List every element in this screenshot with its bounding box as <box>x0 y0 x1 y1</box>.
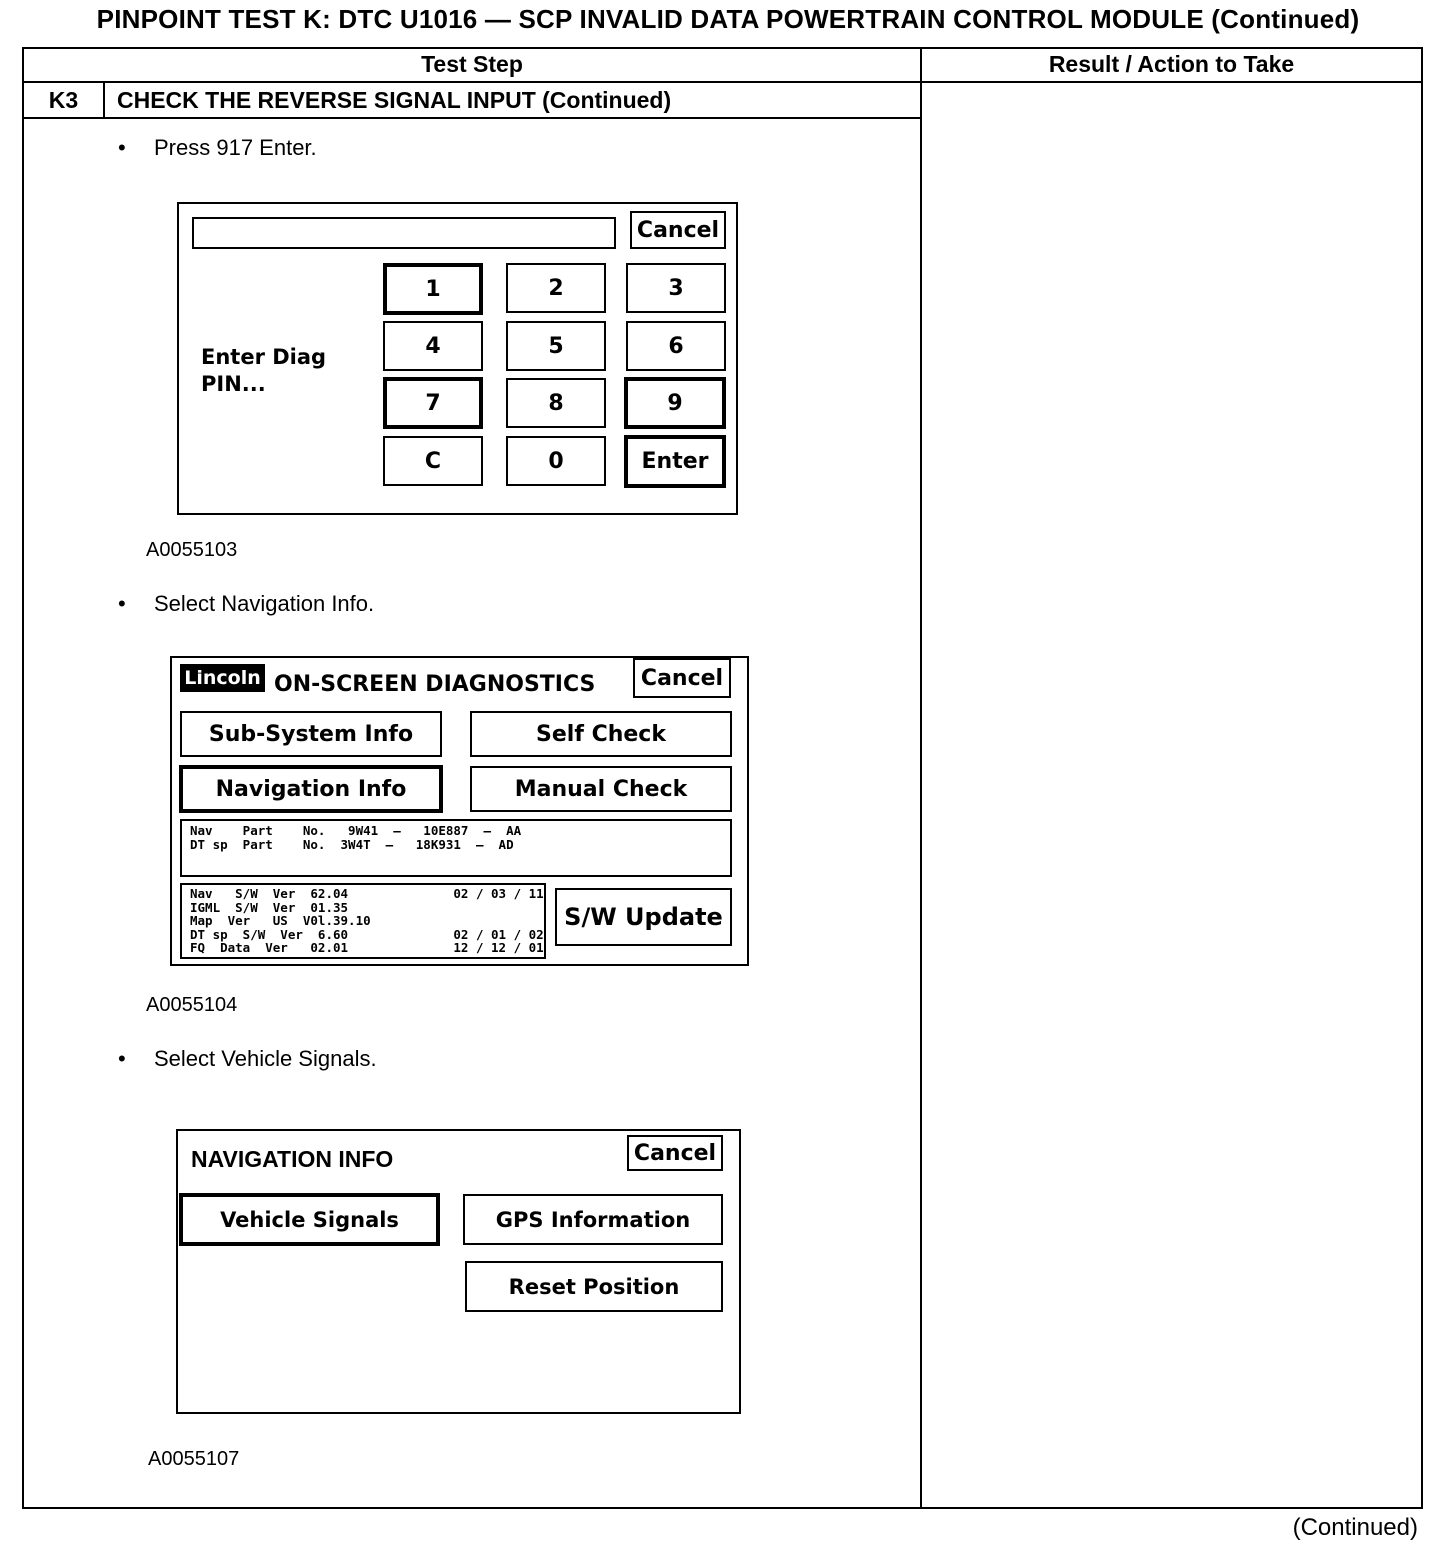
header-result-action: Result / Action to Take <box>1048 51 1295 77</box>
pin-prompt-line1: Enter Diag <box>201 345 327 369</box>
figure-id-1: A0055103 <box>146 539 238 561</box>
key-8[interactable]: 8 <box>506 378 606 428</box>
software-version-panel <box>180 883 546 959</box>
key-1[interactable]: 1 <box>383 263 483 315</box>
bullet-text: Select Navigation Info. <box>154 591 375 616</box>
diagnostics-title: ON-SCREEN DIAGNOSTICS <box>274 672 596 697</box>
bullet-select-vehicle-signals <box>118 1046 377 1072</box>
lincoln-logo: Lincoln <box>180 664 265 692</box>
key-5[interactable]: 5 <box>506 321 606 371</box>
gps-information-button[interactable]: GPS Information <box>463 1194 723 1245</box>
step-row-divider <box>22 117 922 119</box>
key-9[interactable]: 9 <box>624 377 726 429</box>
cancel-button[interactable]: Cancel <box>630 211 726 249</box>
bullet-dot: • <box>118 591 126 616</box>
bullet-press-917 <box>118 135 317 161</box>
navigation-info-screen <box>176 1129 741 1414</box>
igml-sw-version: IGML S/W Ver 01.35 <box>190 899 349 915</box>
key-3[interactable]: 3 <box>626 263 726 313</box>
cancel-button[interactable]: Cancel <box>627 1135 723 1171</box>
figure-id-3: A0055107 <box>148 1448 240 1470</box>
part-number-panel <box>180 819 732 877</box>
bullet-select-navigation-info <box>118 591 375 617</box>
key-enter[interactable]: Enter <box>624 435 726 488</box>
step-id-divider <box>103 81 105 119</box>
manual-check-button[interactable]: Manual Check <box>470 766 732 812</box>
key-0[interactable]: 0 <box>506 436 606 486</box>
navigation-info-button[interactable]: Navigation Info <box>179 765 443 813</box>
bullet-dot: • <box>118 1046 126 1071</box>
vehicle-signals-button[interactable]: Vehicle Signals <box>179 1193 440 1246</box>
nav-sw-version: Nav S/W Ver 62.04 02 / 03 / 11 <box>190 886 544 901</box>
key-6[interactable]: 6 <box>626 321 726 371</box>
key-2[interactable]: 2 <box>506 263 606 313</box>
key-c[interactable]: C <box>383 436 483 486</box>
bullet-text: Press 917 Enter. <box>154 135 317 160</box>
pin-prompt <box>201 344 326 398</box>
reset-position-button[interactable]: Reset Position <box>465 1261 723 1312</box>
continued-footer: (Continued) <box>1292 1514 1418 1541</box>
dtsp-part-number: DT sp Part No. 3W4T – 18K931 – AD <box>190 836 514 852</box>
bullet-dot: • <box>118 135 126 160</box>
pin-keypad-screen <box>177 202 738 515</box>
sub-system-info-button[interactable]: Sub-System Info <box>180 711 442 757</box>
step-title: CHECK THE REVERSE SIGNAL INPUT (Continued) <box>117 87 672 113</box>
self-check-button[interactable]: Self Check <box>470 711 732 757</box>
pin-input[interactable] <box>192 217 616 249</box>
nav-part-number: Nav Part No. 9W41 – 10E887 – AA <box>190 823 522 838</box>
page-title: PINPOINT TEST K: DTC U1016 — SCP INVALID DATA POWERTRAIN CONTROL MODULE (Continued) <box>96 4 1360 34</box>
header-test-step: Test Step <box>421 51 523 77</box>
fq-data-version: FQ Data Ver 02.01 12 / 12 / 01 <box>190 940 544 955</box>
key-7[interactable]: 7 <box>383 377 483 429</box>
header-divider <box>22 81 1423 83</box>
navigation-info-title: NAVIGATION INFO <box>191 1146 394 1172</box>
column-divider <box>920 47 922 1509</box>
pin-prompt-line2: PIN... <box>201 372 266 396</box>
bullet-text: Select Vehicle Signals. <box>154 1046 377 1071</box>
key-4[interactable]: 4 <box>383 321 483 371</box>
figure-id-2: A0055104 <box>146 994 238 1016</box>
sw-update-button[interactable]: S/W Update <box>555 888 732 946</box>
on-screen-diagnostics-screen <box>170 656 749 966</box>
step-id: K3 <box>48 87 79 113</box>
cancel-button[interactable]: Cancel <box>633 658 731 698</box>
dtsp-sw-version: DT sp S/W Ver 6.60 02 / 01 / 02 <box>190 926 544 942</box>
map-version: Map Ver US V0l.39.10 <box>190 913 371 928</box>
